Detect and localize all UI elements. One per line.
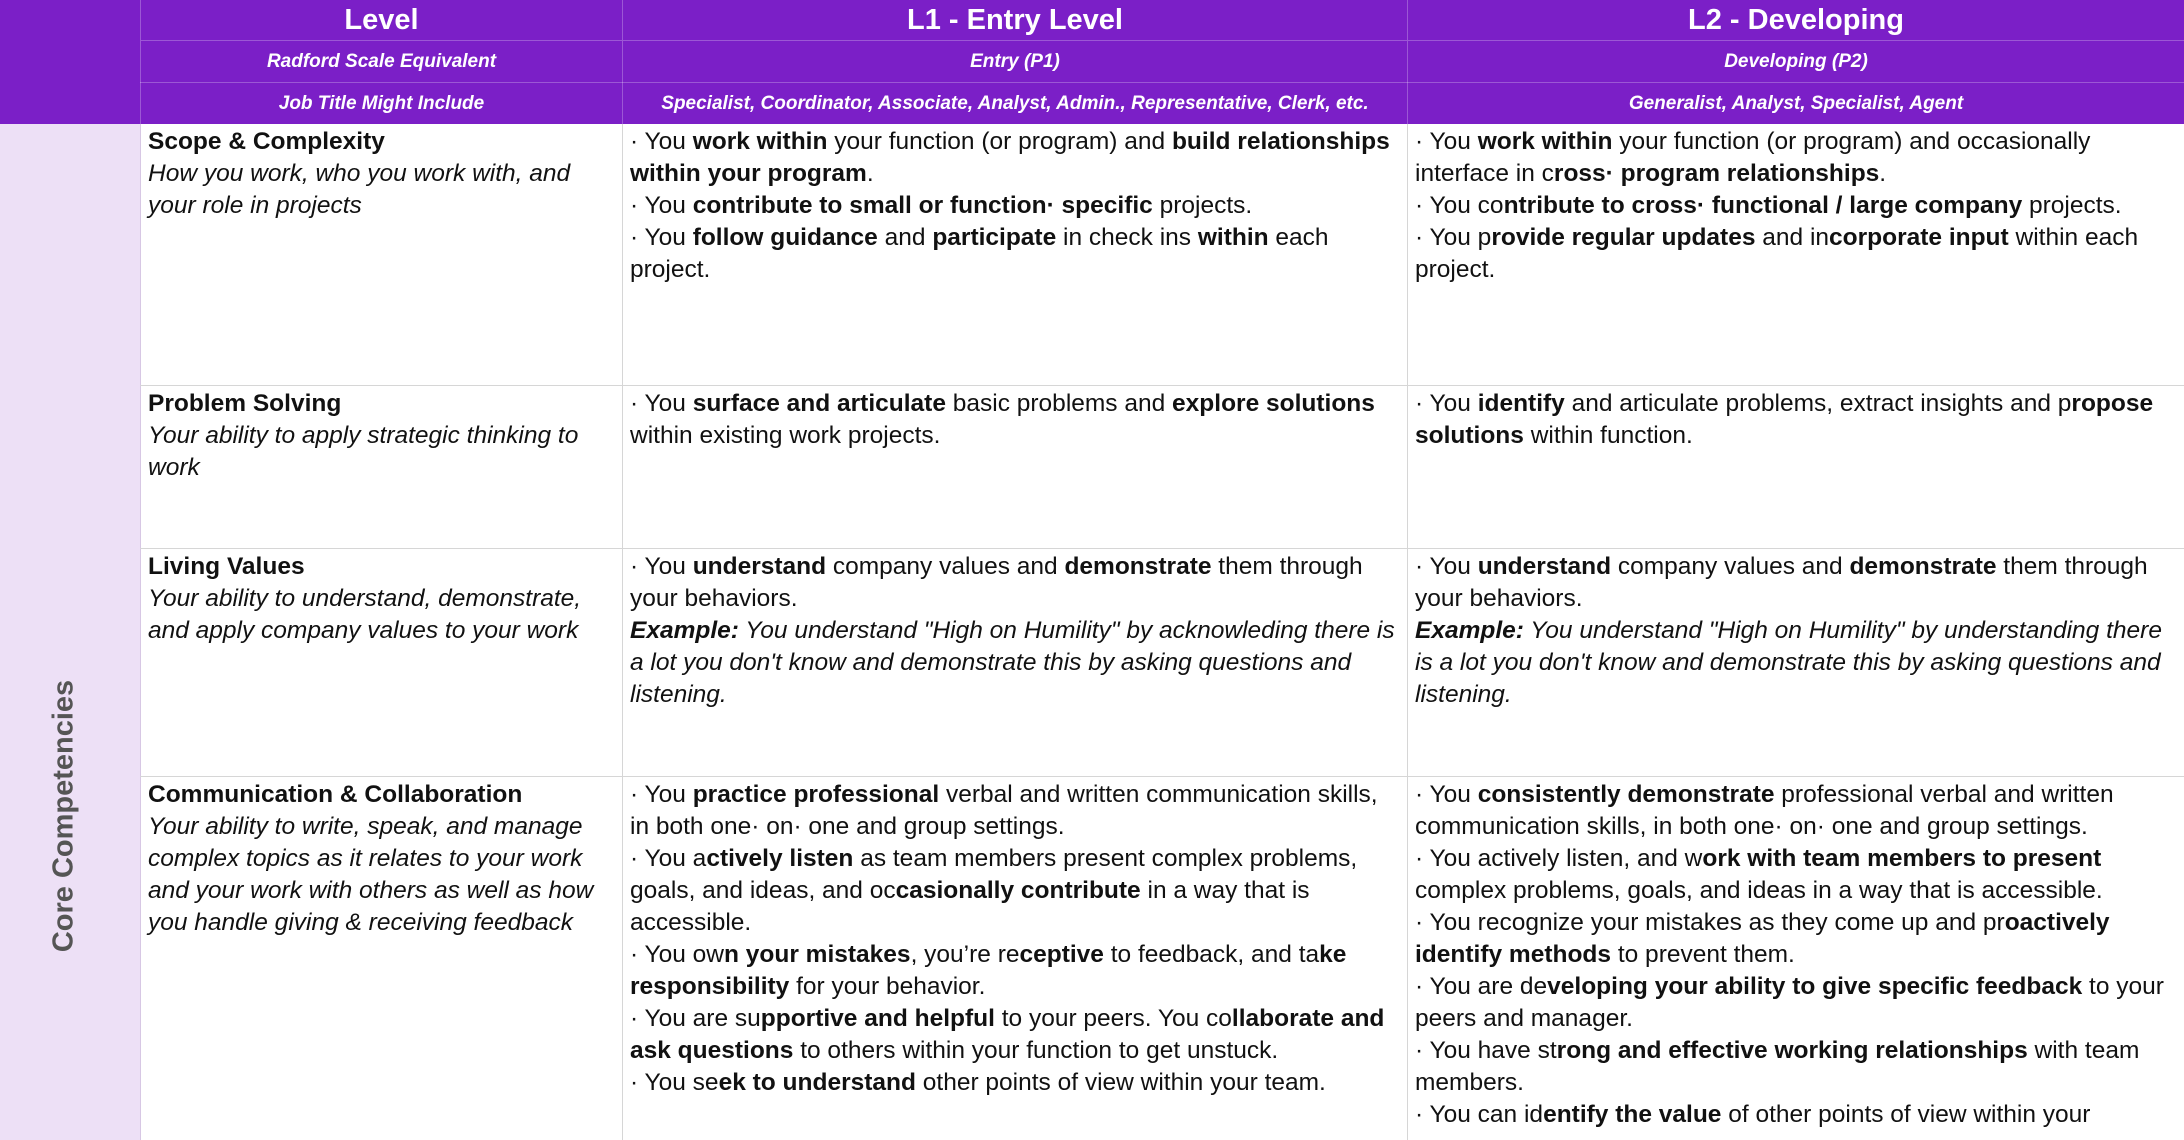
- descriptor-line: · You contribute to cross· functional / large company projects.: [1415, 192, 2122, 219]
- competency-description: Your ability to apply strategic thinking to work: [148, 422, 579, 481]
- descriptor-line: · You follow guidance and participate in check ins within each project.: [630, 224, 1329, 283]
- table-row: [140, 386, 2184, 549]
- descriptor-line: · You understand company values and demonstrate them through your behaviors.: [630, 553, 1363, 612]
- competency-title: Scope & Complexity: [148, 128, 385, 155]
- descriptor-line: · You practice professional verbal and written communication skills, in both one· on· one and group settings.: [630, 781, 1378, 840]
- l2-cell: [1407, 124, 2184, 385]
- competency-grid: [140, 124, 2184, 1140]
- table-row: [140, 777, 2184, 1140]
- l1-cell: [622, 124, 1407, 385]
- competency-title: Living Values: [148, 553, 305, 580]
- competency-title: Communication & Collaboration: [148, 781, 523, 808]
- l1-header: L1 - Entry Level: [622, 0, 1407, 40]
- descriptor-line: · You can identify the value of other points of view within your: [1415, 1101, 2091, 1128]
- l2-cell: [1407, 549, 2184, 776]
- l2-cell: [1407, 777, 2184, 1140]
- l1-job-titles: Specialist, Coordinator, Associate, Analyst, Admin., Representative, Clerk, etc.: [622, 83, 1407, 125]
- competency-cell: [140, 777, 622, 1140]
- l2-header: L2 - Developing: [1407, 0, 2184, 40]
- competency-cell: [140, 549, 622, 776]
- competency-cell: [140, 124, 622, 385]
- descriptor-line: · You own your mistakes, you’re receptive to feedback, and take responsibility for your behavior.: [630, 941, 1347, 1000]
- descriptor-line: · You have strong and effective working relationships with team members.: [1415, 1037, 2140, 1096]
- job-title-label: Job Title Might Include: [140, 83, 622, 125]
- descriptor-line: · You are supportive and helpful to your peers. You collaborate and ask questions to others within your function to get unstuck.: [630, 1005, 1385, 1064]
- competency-description: How you work, who you work with, and your role in projects: [148, 160, 571, 219]
- descriptor-line: · You work within your function (or program) and build relationships within your program.: [630, 128, 1390, 187]
- table-row: [140, 124, 2184, 386]
- descriptor-line: · You actively listen as team members present complex problems, goals, and ideas, and occasionally contribute in a way that is accessible.: [630, 845, 1358, 936]
- header-row-radford: [140, 40, 2184, 83]
- header-row-job-titles: [140, 82, 2184, 125]
- descriptor-line: · You recognize your mistakes as they come up and proactively identify methods to prevent them.: [1415, 909, 2110, 968]
- table-header: [0, 0, 2184, 124]
- descriptor-line: · You contribute to small or function· specific projects.: [630, 192, 1253, 219]
- descriptor-line: Example: You understand "High on Humility" by understanding there is a lot you don't know and demonstrate this by asking questions and listening.: [1415, 617, 2162, 708]
- descriptor-line: · You work within your function (or program) and occasionally interface in cross· program relationships.: [1415, 128, 2091, 187]
- l1-cell: [622, 777, 1407, 1140]
- l1-cell: [622, 386, 1407, 548]
- descriptor-line: Example: You understand "High on Humility" by acknowleding there is a lot you don't know and demonstrate this by asking questions and listening.: [630, 617, 1395, 708]
- header-row-levels: [140, 0, 2184, 40]
- section-label: Core Competencies: [47, 679, 80, 953]
- l2-radford: Developing (P2): [1407, 41, 2184, 83]
- descriptor-line: · You consistently demonstrate professional verbal and written communication skills, in both one· on· one and group settings.: [1415, 781, 2114, 840]
- competency-title: Problem Solving: [148, 390, 342, 417]
- descriptor-line: · You are developing your ability to give specific feedback to your peers and manager.: [1415, 973, 2164, 1032]
- descriptor-line: · You provide regular updates and incorporate input within each project.: [1415, 224, 2139, 283]
- descriptor-line: · You actively listen, and work with team members to present complex problems, goals, and ideas in a way that is accessible.: [1415, 845, 2103, 904]
- competency-description: Your ability to understand, demonstrate, and apply company values to your work: [148, 585, 582, 644]
- level-header: Level: [140, 0, 622, 40]
- l2-job-titles: Generalist, Analyst, Specialist, Agent: [1407, 83, 2184, 125]
- radford-label: Radford Scale Equivalent: [140, 41, 622, 83]
- competency-cell: [140, 386, 622, 548]
- descriptor-line: · You seek to understand other points of view within your team.: [630, 1069, 1326, 1096]
- descriptor-line: · You surface and articulate basic problems and explore solutions within existing work projects.: [630, 390, 1375, 449]
- table-row: [140, 549, 2184, 777]
- descriptor-line: · You understand company values and demonstrate them through your behaviors.: [1415, 553, 2148, 612]
- descriptor-line: · You identify and articulate problems, extract insights and propose solutions within function.: [1415, 390, 2154, 449]
- l2-cell: [1407, 386, 2184, 548]
- l1-cell: [622, 549, 1407, 776]
- competency-description: Your ability to write, speak, and manage complex topics as it relates to your work and your work with others as well as how you handle giving & receiving feedback: [148, 813, 594, 936]
- section-band: [0, 124, 141, 1140]
- l1-radford: Entry (P1): [622, 41, 1407, 83]
